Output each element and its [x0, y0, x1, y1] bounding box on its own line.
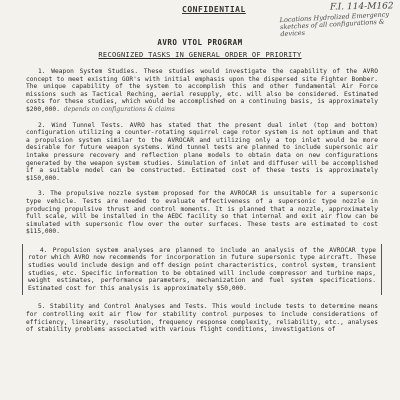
- paragraph-text: 5. Stability and Control Analyses and Tests. This would include tests to determine means for controlling exit air flow for stability control purposes to include considerations of efficiency, linearity, resolution, frequency response complexity, reliability, etc., analyses of stability problems associated with various flight conditions, investigations of: [26, 303, 378, 334]
- paragraph-propulsive-nozzle: [26, 190, 378, 236]
- paragraph-text: 3. The propulsive nozzle system proposed for the AVROCAR is unsuitable for a supersonic type vehicle. Tests are needed to evaluate effectiveness of a supersonic type nozzle in producing propulsive thrust and control moments. It is planned that a nozzle, approximately full scale, will be installed in the AEDC facility so that internal and exit air flow can be simulated with supersonic flow over the outer surfaces. These tests are estimated to cost $115,000.: [26, 190, 378, 236]
- document-subtitle: RECOGNIZED TASKS IN GENERAL ORDER OF PRIORITY: [98, 51, 302, 59]
- paragraph-text: 4. Propulsion system analyses are planned to include an analysis of the AVROCAR type rotor which AVRO now recommends for incorporation in future supersonic type aircraft. These studies would include design and off design point characteristics, control system, transient studies, etc. Specific information to be obtained will include compressor and turbine maps, weight estimates, performance parameters, mechanization and fuel system specifications. Estimated cost for this analysis is approximately $50,000.: [28, 246, 376, 292]
- paragraph-text: 1. Weapon System Studies. These studies would investigate the capability of the AVRO concept to meet existing GOR's with initial emphasis upon the dispersed site Fighter Bomber. The unique capability of the system to accomplish this and other fundamental Air Force missions such as Tactical Reching, aerial resupply, etc. will also be considered. Estimated costs for these studies, which would be accomplished on a continuing basis, is approximately $200,000.: [26, 68, 378, 113]
- paragraph-wind-tunnel-tests: [26, 122, 378, 183]
- reference-number: F.I. 114-M162: [330, 1, 395, 13]
- document-body: [26, 68, 378, 334]
- paragraph-propulsion-analyses: [22, 244, 382, 296]
- document-title: AVRO VTOL PROGRAM: [157, 38, 243, 47]
- paragraph-text: 2. Wind Tunnel Tests. AVRO has stated that the present dual inlet (top and bottom) configuration utilizing a counter-rotating squirrel cage rotor system is not optimum and that a propulsion system similar to the AVROCAR and utilizing only a top inlet would be more desirable for future weapon systems. Wind tunnel tests are planned to include supersonic air intake pressure recovery and reflection plane models to obtain data on new configurations generated by the weapon system studies. Simulation of inlet and diffuser will be accomplished if a suitable model can be constructed. Estimated cost of these tests is approximately $150,000.: [26, 121, 378, 182]
- handwritten-note: Locations Hydrolized Emergency sketches of all configurations & devices: [279, 10, 390, 39]
- margin-annotation: depends on configurations & claims: [63, 105, 176, 113]
- classification-stamp: CONFIDENTIAL: [182, 5, 246, 14]
- paragraph-stability-control: [26, 303, 378, 333]
- paragraph-weapon-system-studies: [26, 68, 378, 114]
